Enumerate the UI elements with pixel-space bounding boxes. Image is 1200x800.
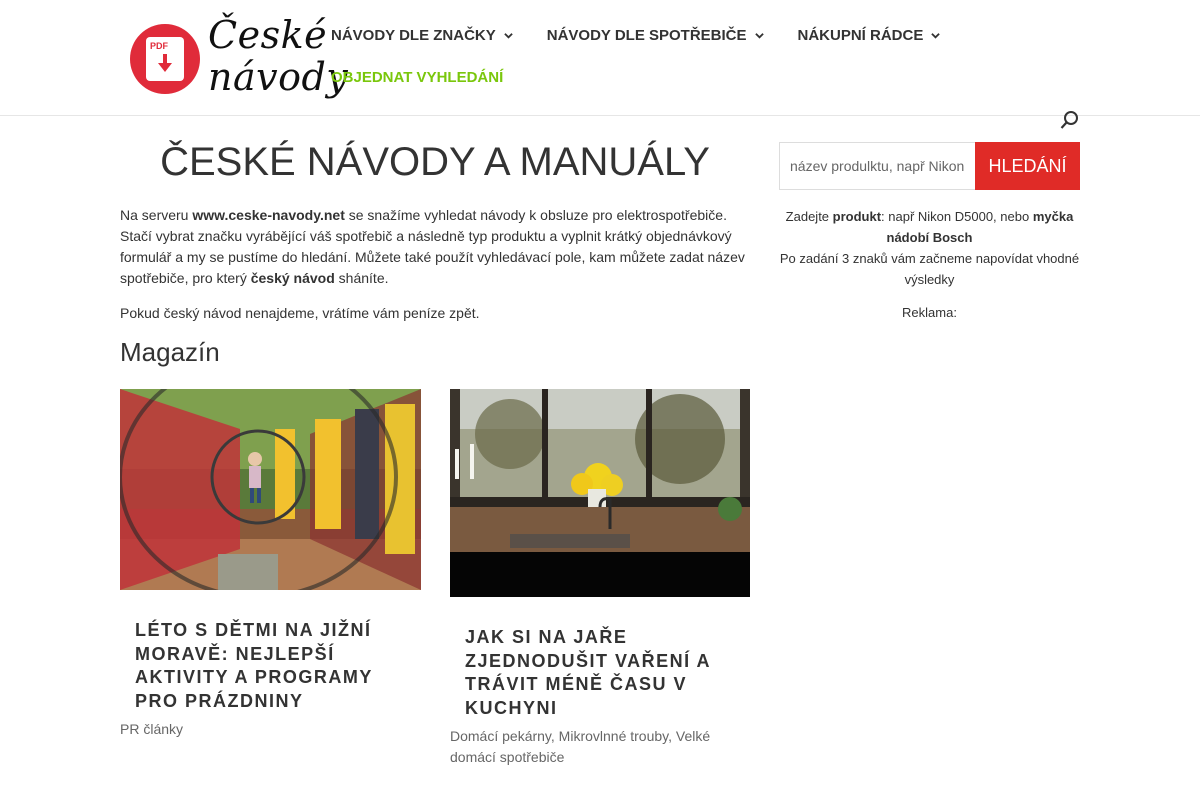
- post-card: [120, 389, 421, 740]
- magazin-heading: Magazín: [120, 337, 220, 367]
- nav-item-navody-dle-spotrebice[interactable]: [547, 27, 764, 44]
- post-title[interactable]: JAK SI NA JAŘE ZJEDNODUŠIT VAŘENÍ A TRÁVIT MÉNĚ ČASU V KUCHYNI: [465, 627, 711, 718]
- intro-paragraph: Na serveru www.ceske-navody.net se snažíme vyhledat návody k obsluze pro elektrospotřebiče. Stačí vybrat značku vyrábějící váš spotřebič a následně typ produktu a vyplnit krátký objednávkový formulář a my se pustíme do hledání. Můžete také použít vyhledávací pole, kam můžete zadat název spotřebiče, pro který český návod sháníte.: [120, 207, 745, 286]
- download-arrow-icon: [157, 54, 173, 74]
- sidebar: [779, 142, 1080, 320]
- post-thumbnail[interactable]: [120, 389, 421, 595]
- nav-item-label: NÁVODY DLE SPOTŘEBIČE: [546, 26, 747, 44]
- nav-item-label: OBJEDNAT VYHLEDÁNÍ: [331, 68, 504, 86]
- post-thumbnail[interactable]: [450, 389, 750, 602]
- playground-net-image: [120, 389, 421, 590]
- search-help-text: Zadejte produkt: např Nikon D5000, nebo myčka nádobí Bosch Po zadání 3 znaků vám začneme napovídat vhodné výsledky: [779, 206, 1080, 290]
- site-logo[interactable]: [130, 13, 349, 104]
- magazine-posts: [120, 389, 750, 800]
- nav-item-objednat-vyhledani[interactable]: [331, 69, 503, 86]
- site-name: www.ceske-navody.net: [192, 207, 345, 223]
- chevron-down-icon: [504, 31, 513, 40]
- logo-line-1: České: [208, 13, 328, 57]
- logo-line-2: návody: [208, 55, 349, 99]
- nav-item-navody-dle-znacky[interactable]: [331, 27, 513, 44]
- kitchen-window-image: [450, 389, 750, 597]
- main-nav: [331, 22, 1091, 90]
- chevron-down-icon: [755, 31, 764, 40]
- nav-item-label: NÁVODY DLE ZNAČKY: [331, 26, 496, 44]
- main-content: [120, 116, 750, 765]
- refund-note: Pokud český návod nenajdeme, vrátíme vám peníze zpět.: [120, 305, 480, 321]
- post-title[interactable]: LÉTO S DĚTMI NA JIŽNÍ MORAVĚ: NEJLEPŠÍ AKTIVITY A PROGRAMY PRO PRÁZDNINY: [135, 620, 373, 711]
- pdf-download-icon: [130, 24, 200, 94]
- site-header: [0, 0, 1200, 116]
- autocomplete-hint: Po zadání 3 znaků vám začneme napovídat vhodné výsledky: [779, 251, 1080, 287]
- product-search-form: [779, 142, 1080, 190]
- emphasis-cesky-navod: český návod: [250, 270, 335, 286]
- chevron-down-icon: [931, 31, 940, 40]
- search-icon[interactable]: [1060, 110, 1080, 130]
- logo-icon-text: PDF: [150, 41, 168, 51]
- logo-wordmark: [208, 14, 348, 98]
- post-categories[interactable]: Domácí pekárny, Mikrovlnné trouby, Velké domácí spotřebiče: [450, 728, 711, 765]
- post-categories[interactable]: PR články: [120, 721, 184, 737]
- page-title: ČESKÉ NÁVODY A MANUÁLY: [160, 140, 710, 184]
- search-button[interactable]: HLEDÁNÍ: [975, 142, 1080, 190]
- product-search-input[interactable]: [779, 142, 975, 190]
- post-card: [450, 389, 750, 768]
- nav-item-nakupni-radce[interactable]: [798, 27, 941, 44]
- nav-item-label: NÁKUPNÍ RÁDCE: [797, 26, 924, 44]
- ad-label: Reklama:: [902, 305, 957, 320]
